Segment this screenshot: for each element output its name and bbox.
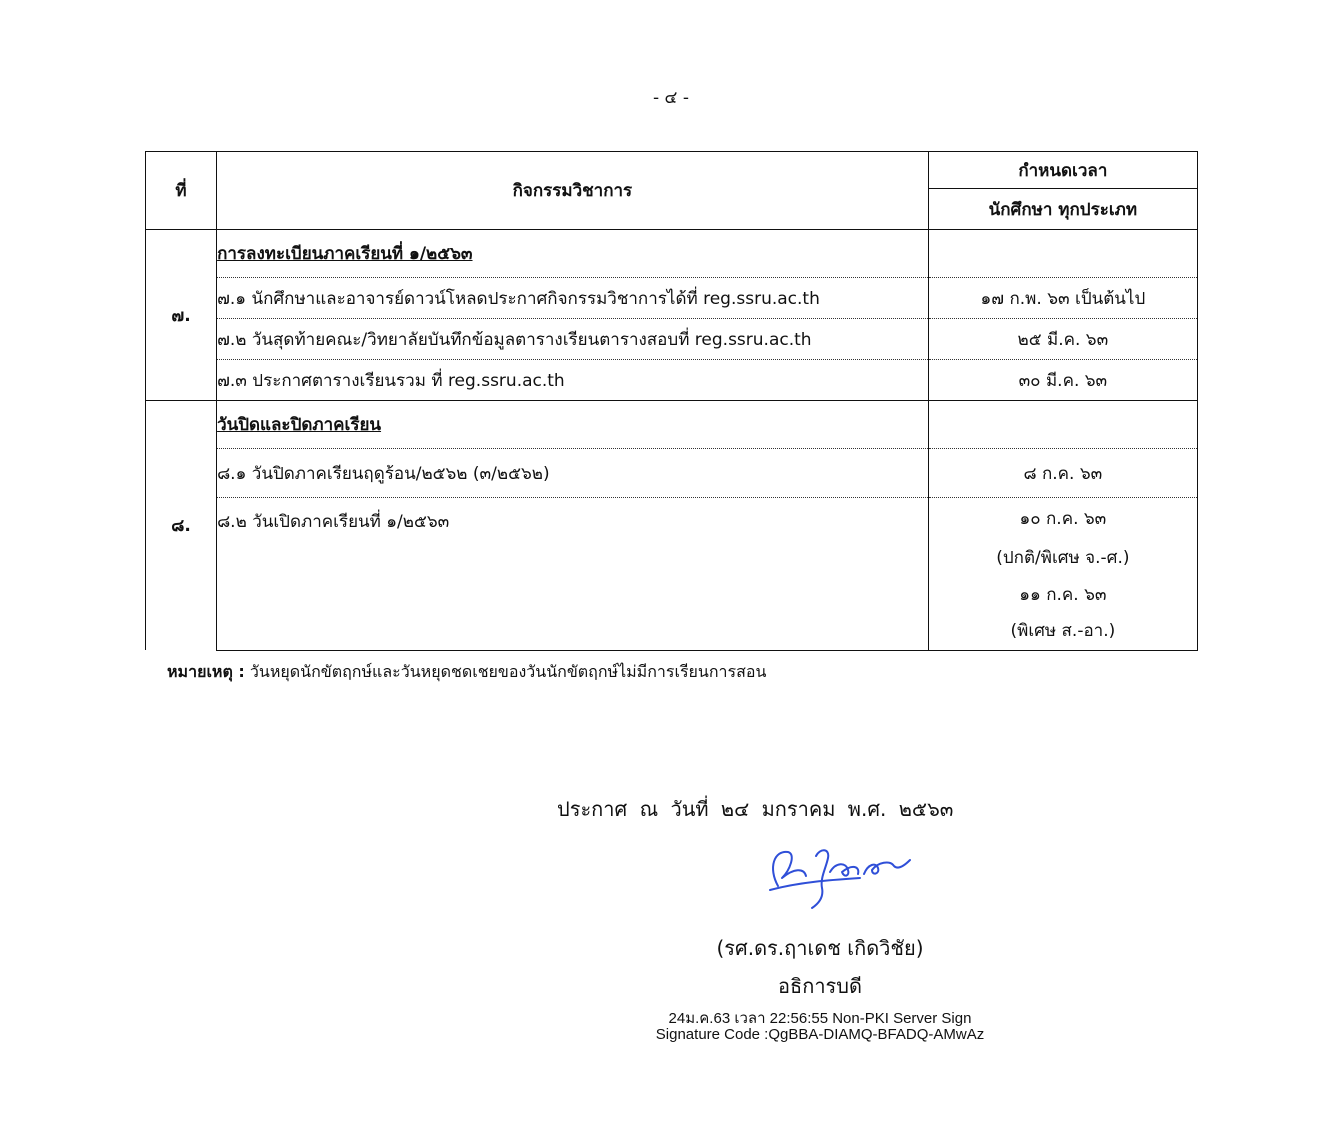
section-time — [928, 230, 1197, 278]
header-time-students: นักศึกษา ทุกประเภท — [928, 189, 1197, 230]
header-time: กำหนดเวลา — [928, 152, 1197, 189]
note — [167, 660, 766, 685]
section-title: การลงทะเบียนภาคเรียนที่ ๑/๒๕๖๓ — [217, 230, 929, 278]
signer-name: (รศ.ดร.ฤาเดช เกิดวิชัย) — [716, 936, 924, 960]
section-time — [928, 401, 1197, 449]
page-number: - ๔ - — [653, 88, 689, 108]
time-cell-multi — [928, 498, 1197, 651]
activity-cell: ๘.๒ วันเปิดภาคเรียนที่ ๑/๒๕๖๓ — [217, 498, 929, 651]
handwritten-signature — [760, 838, 920, 916]
announcement-date: ประกาศ ณ วันที่ ๒๔ มกราคม พ.ศ. ๒๕๖๓ — [557, 797, 954, 821]
signature-timestamp: 24ม.ค.63 เวลา 22:56:55 Non-PKI Server Sign — [668, 1010, 972, 1027]
note-text: วันหยุดนักขัตฤกษ์และวันหยุดชดเชยของวันนักขัตฤกษ์ไม่มีการเรียนการสอน — [244, 662, 767, 681]
signer-title: อธิการบดี — [778, 974, 862, 998]
activity-cell: ๗.๑ นักศึกษาและอาจารย์ดาวน์โหลดประกาศกิจกรรมวิชาการได้ที่ reg.ssru.ac.th — [217, 278, 929, 319]
section-number: ๘. — [146, 401, 217, 651]
header-activity: กิจกรรมวิชาการ — [217, 152, 929, 230]
header-no: ที่ — [146, 152, 217, 230]
time-cell: ๓๐ มี.ค. ๖๓ — [928, 360, 1197, 401]
section-title: วันปิดและปิดภาคเรียน — [217, 401, 929, 449]
time-cell: ๘ ก.ค. ๖๓ — [928, 449, 1197, 498]
note-label: หมายเหตุ : — [167, 662, 245, 681]
academic-schedule-table — [145, 151, 1198, 651]
signature-code: Signature Code :QgBBA-DIAMQ-BFADQ-AMwAz — [655, 1026, 985, 1043]
time-cell: ๒๕ มี.ค. ๖๓ — [928, 319, 1197, 360]
activity-cell: ๘.๑ วันปิดภาคเรียนฤดูร้อน/๒๕๖๒ (๓/๒๕๖๒) — [217, 449, 929, 498]
time-cell: ๑๗ ก.พ. ๖๓ เป็นต้นไป — [928, 278, 1197, 319]
section-number: ๗. — [146, 230, 217, 401]
time-line: (ปกติ/พิเศษ จ.-ศ.) — [996, 548, 1130, 568]
time-line: (พิเศษ ส.-อา.) — [1010, 621, 1116, 641]
activity-cell: ๗.๒ วันสุดท้ายคณะ/วิทยาลัยบันทึกข้อมูลตารางเรียนตารางสอบที่ reg.ssru.ac.th — [217, 319, 929, 360]
activity-cell: ๗.๓ ประกาศตารางเรียนรวม ที่ reg.ssru.ac.th — [217, 360, 929, 401]
time-line: ๑๑ ก.ค. ๖๓ — [1019, 584, 1107, 605]
time-line: ๑๐ ก.ค. ๖๓ — [1019, 509, 1107, 529]
